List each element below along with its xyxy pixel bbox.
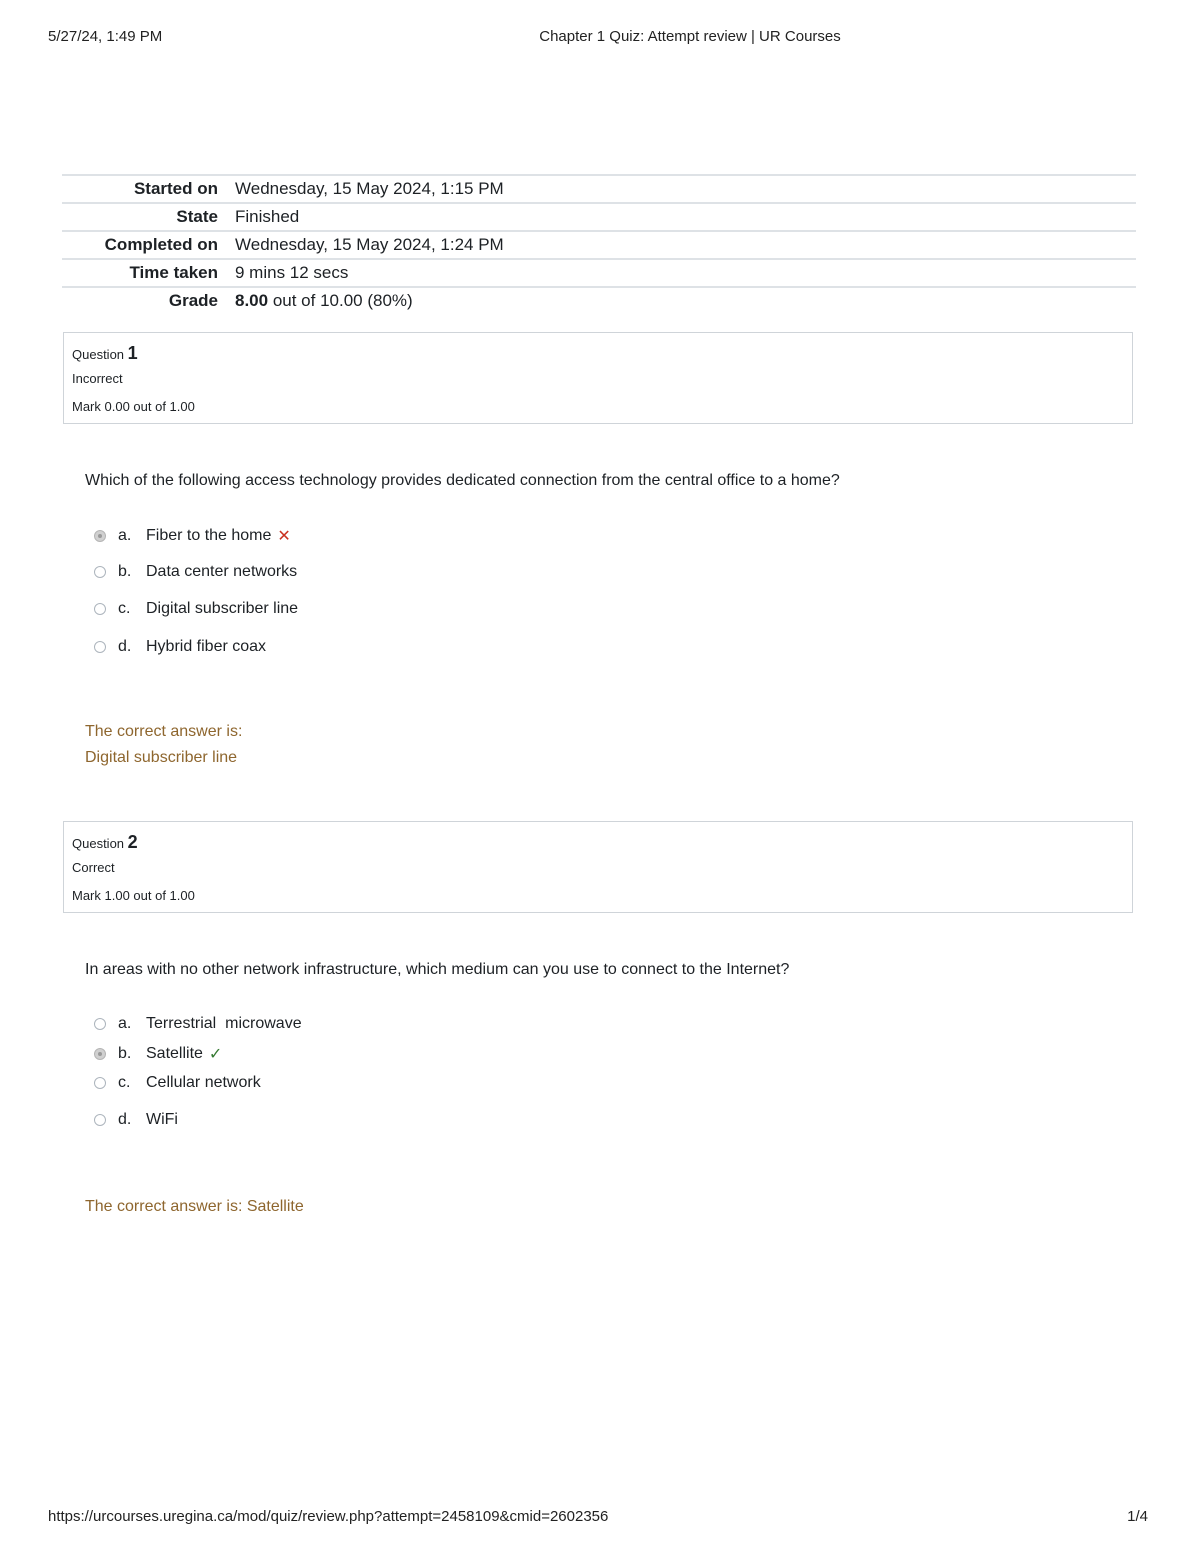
feedback-line: The correct answer is: [85, 723, 243, 740]
question-label: Question [72, 347, 125, 362]
answer-letter: a. [118, 1015, 132, 1032]
radio-button[interactable] [94, 1018, 106, 1030]
answer-letter: b. [118, 563, 132, 580]
grade-score: 8.00 [235, 291, 269, 310]
radio-button[interactable] [94, 603, 106, 615]
radio-button[interactable] [94, 566, 106, 578]
radio-button[interactable] [94, 641, 106, 653]
attempt-summary-table [62, 174, 1136, 314]
feedback-correct-answer: Digital subscriber line [85, 749, 238, 766]
answer-option[interactable] [94, 1015, 302, 1033]
feedback-line: The correct answer is: Satellite [85, 1198, 304, 1215]
print-title: Chapter 1 Quiz: Attempt review | UR Courses [539, 28, 841, 45]
summary-row-grade [62, 288, 1136, 314]
question-2-feedback [85, 1194, 304, 1220]
summary-row-started [62, 176, 1136, 204]
answer-option[interactable] [94, 1111, 178, 1129]
question-state: Correct [72, 860, 115, 875]
time-taken-value: 9 mins 12 secs [235, 263, 349, 282]
question-number-value: 2 [127, 832, 138, 852]
radio-button[interactable] [94, 530, 106, 542]
grade-value [235, 291, 1136, 311]
answer-text: Digital subscriber line [146, 600, 299, 617]
question-number [72, 341, 1124, 365]
answer-letter: b. [118, 1045, 132, 1062]
grade-label: Grade [168, 291, 218, 310]
summary-row-time [62, 260, 1136, 288]
answer-text: Fiber to the home [146, 527, 272, 544]
question-1-info [63, 332, 1133, 424]
answer-text: Hybrid fiber coax [146, 638, 267, 655]
summary-row-state [62, 204, 1136, 232]
print-page-number: 1/4 [1127, 1508, 1148, 1525]
answer-option[interactable] [94, 1044, 222, 1064]
question-2-info [63, 821, 1133, 913]
answer-option[interactable] [94, 526, 291, 546]
summary-row-completed [62, 232, 1136, 260]
started-on-value: Wednesday, 15 May 2024, 1:15 PM [235, 179, 504, 198]
answer-letter: d. [118, 638, 132, 655]
answer-text: Terrestrial microwave [146, 1015, 302, 1032]
completed-on-label: Completed on [104, 235, 218, 254]
question-number-value: 1 [127, 343, 138, 363]
answer-option[interactable] [94, 1074, 261, 1092]
answer-text: WiFi [146, 1111, 178, 1128]
answer-letter: c. [118, 600, 131, 617]
answer-option[interactable] [94, 600, 298, 618]
question-1-text: Which of the following access technology provides dedicated connection from the central office to a home? [85, 472, 840, 489]
radio-button[interactable] [94, 1114, 106, 1126]
completed-on-value: Wednesday, 15 May 2024, 1:24 PM [235, 235, 504, 254]
question-grade: Mark 0.00 out of 1.00 [72, 399, 195, 414]
question-2-text: In areas with no other network infrastructure, which medium can you use to connect to the Internet? [85, 961, 790, 978]
state-value: Finished [235, 207, 300, 226]
print-date: 5/27/24, 1:49 PM [48, 28, 163, 45]
answer-text: Satellite [146, 1045, 203, 1062]
answer-letter: c. [118, 1074, 131, 1091]
question-number [72, 830, 1124, 854]
radio-button[interactable] [94, 1077, 106, 1089]
question-grade: Mark 1.00 out of 1.00 [72, 888, 195, 903]
grade-rest: out of 10.00 (80%) [272, 291, 413, 310]
answer-letter: d. [118, 1111, 132, 1128]
radio-button[interactable] [94, 1048, 106, 1060]
question-label: Question [72, 836, 125, 851]
incorrect-icon: ✕ [277, 528, 291, 545]
started-on-label: Started on [133, 179, 218, 198]
answer-option[interactable] [94, 638, 266, 656]
question-state: Incorrect [72, 371, 123, 386]
answer-letter: a. [118, 527, 132, 544]
question-1-feedback [85, 719, 242, 771]
correct-icon: ✓ [208, 1046, 223, 1063]
answer-text: Data center networks [146, 563, 298, 580]
answer-text: Cellular network [146, 1074, 261, 1091]
time-taken-label: Time taken [129, 263, 218, 282]
answer-option[interactable] [94, 563, 297, 581]
print-url: https://urcourses.uregina.ca/mod/quiz/review.php?attempt=2458109&cmid=2602356 [48, 1508, 609, 1525]
state-label: State [176, 207, 218, 226]
